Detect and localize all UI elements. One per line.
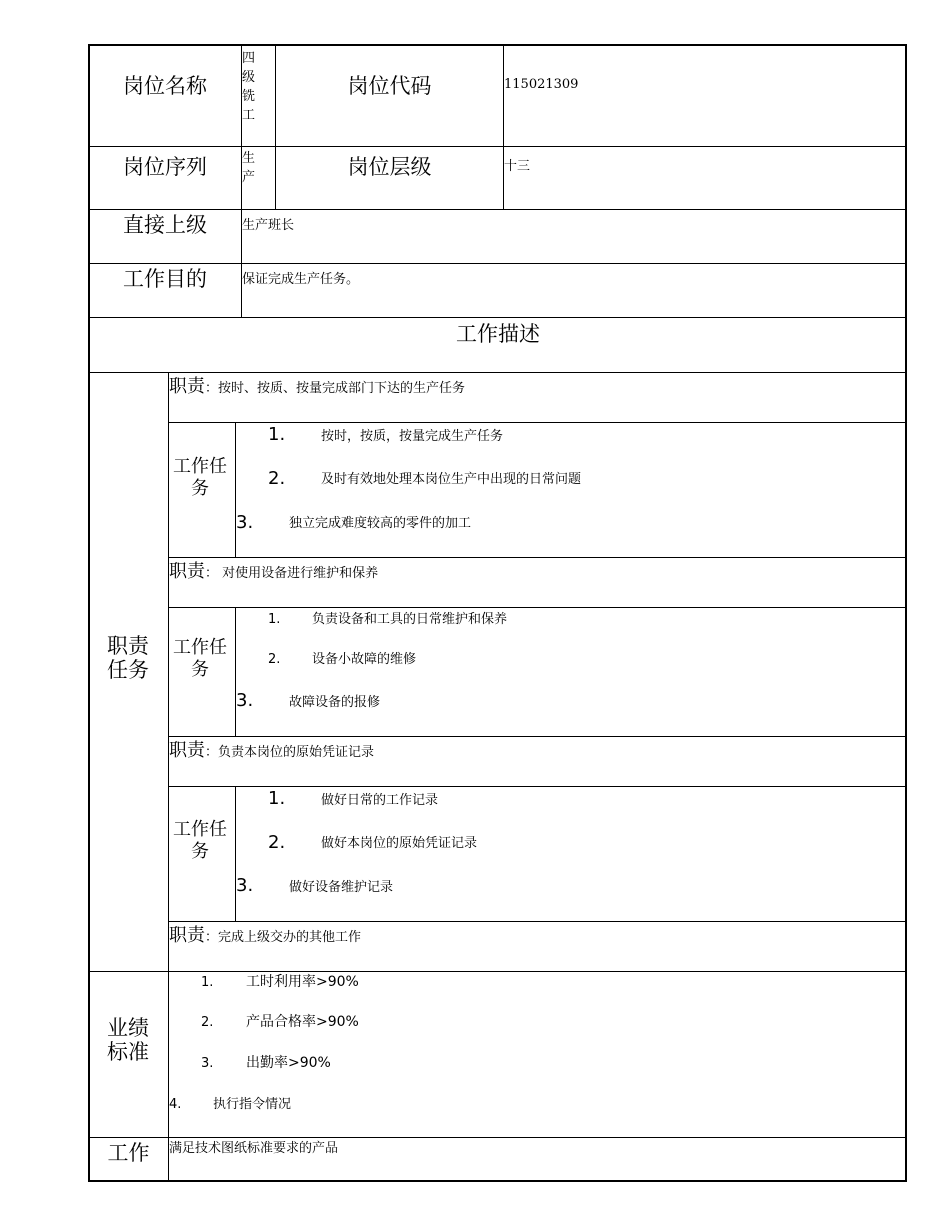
duty-prefix: 职责 [169, 925, 205, 946]
task-text: 做好本岗位的原始凭证记录 [321, 836, 478, 851]
performance-number: 4. [169, 1097, 182, 1112]
task-text: 按时，按质，按量完成生产任务 [321, 429, 504, 444]
value-work-purpose: 保证完成生产任务。 [242, 272, 360, 287]
duty-row: 职责：负责本岗位的原始凭证记录 [169, 740, 375, 761]
task-label: 工作任务 [173, 819, 227, 862]
performance-item: 出勤率>90% [246, 1055, 331, 1071]
value-position-name: 四级铣工 [242, 51, 256, 123]
label-position-code: 岗位代码 [347, 74, 432, 98]
performance-number: 2. [201, 1015, 214, 1030]
task-text: 及时有效地处理本岗位生产中出现的日常问题 [321, 472, 582, 487]
label-position-series: 岗位序列 [123, 155, 207, 179]
duty-group-label: 职责任务 [107, 634, 149, 682]
task-number: 1. [268, 612, 281, 627]
duty-prefix: 职责 [169, 376, 205, 397]
duty-prefix: 职责 [169, 740, 205, 761]
duty-prefix: 职责 [169, 561, 205, 582]
label-position-level: 岗位层级 [347, 155, 432, 179]
task-number: 1. [268, 424, 286, 445]
task-text: 做好设备维护记录 [289, 880, 394, 895]
task-text: 设备小故障的维修 [312, 652, 417, 667]
task-text: 负责设备和工具的日常维护和保养 [312, 612, 508, 627]
value-position-level: 十三 [504, 159, 531, 174]
task-label: 工作任务 [173, 456, 227, 499]
task-number: 2. [268, 652, 281, 667]
task-number: 2. [268, 468, 286, 489]
label-direct-superior: 直接上级 [123, 213, 207, 237]
performance-item: 工时利用率>90% [246, 974, 359, 990]
duty-text: 对使用设备进行维护和保养 [222, 566, 379, 581]
task-text: 做好日常的工作记录 [321, 793, 439, 808]
duty-row: 职责： 对使用设备进行维护和保养 [169, 561, 379, 582]
output-label: 工作 [107, 1141, 150, 1165]
task-text: 独立完成难度较高的零件的加工 [289, 516, 472, 531]
task-number: 2. [268, 832, 286, 853]
performance-label: 业绩标准 [107, 1016, 149, 1064]
task-number: 3. [236, 512, 254, 533]
performance-number: 3. [201, 1056, 214, 1071]
label-work-purpose: 工作目的 [123, 267, 207, 291]
section-title: 工作描述 [456, 322, 540, 346]
duty-text: 按时、按质、按量完成部门下达的生产任务 [218, 381, 466, 396]
value-position-series: 生产 [242, 151, 256, 185]
value-position-code: 115021309 [504, 77, 579, 92]
duty-text: 负责本岗位的原始凭证记录 [218, 745, 375, 760]
duty-text: 完成上级交办的其他工作 [218, 930, 362, 945]
task-number: 3. [236, 875, 254, 896]
performance-item: 执行指令情况 [213, 1097, 292, 1112]
label-position-name: 岗位名称 [123, 74, 207, 98]
performance-number: 1. [201, 975, 214, 990]
duty-row: 职责：完成上级交办的其他工作 [169, 925, 362, 946]
output-text: 满足技术图纸标准要求的产品 [169, 1141, 339, 1156]
performance-item: 产品合格率>90% [246, 1014, 359, 1030]
duty-row: 职责：按时、按质、按量完成部门下达的生产任务 [169, 376, 466, 397]
task-label: 工作任务 [173, 637, 227, 680]
task-number: 1. [268, 788, 286, 809]
task-text: 故障设备的报修 [289, 695, 381, 710]
task-number: 3. [236, 690, 254, 711]
value-direct-superior: 生产班长 [242, 218, 295, 233]
